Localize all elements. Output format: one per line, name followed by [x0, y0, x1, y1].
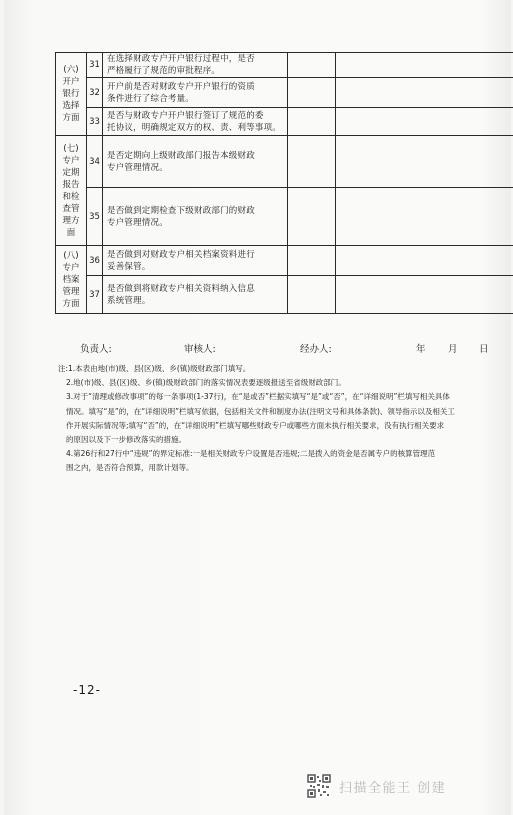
category-line: 专户 — [62, 262, 80, 273]
category-line: 银行 — [62, 89, 80, 99]
category-cell — [56, 246, 87, 314]
item-line: 开户前是否对财政专户开户银行的资质 — [107, 81, 255, 92]
row-number-cell: 36 — [87, 246, 103, 276]
row-number-cell: 32 — [87, 78, 103, 108]
category-line: 开户 — [62, 77, 80, 87]
row-number-cell: 34 — [87, 136, 103, 188]
note-line: 情况。填写“是”的，在“详细说明”栏填写依据，包括相关文件和制度办法(注明文号和具体条款)、领导指示以及相关工 — [66, 406, 455, 416]
month-label: 月 — [448, 344, 458, 355]
row-number-cell: 31 — [87, 53, 103, 78]
item-line: 专户管理情况。 — [107, 217, 168, 228]
item-line: 专户管理情况。 — [107, 162, 168, 173]
item-line: 条件进行了综合考量。 — [107, 93, 195, 104]
item-line: 系统管理。 — [107, 295, 151, 306]
category-line: 报告 — [62, 179, 80, 190]
row-number-cell: 33 — [87, 108, 103, 136]
item-cell — [103, 188, 288, 246]
year-label: 年 — [416, 344, 426, 355]
yes-no-cell[interactable] — [288, 276, 336, 314]
table-row — [56, 53, 513, 78]
category-line: (七) — [63, 143, 79, 154]
item-line: 在选择财政专户开户银行过程中，是否 — [107, 54, 255, 64]
page-number: -12- — [73, 683, 101, 697]
table-row — [56, 188, 513, 246]
signature-row — [80, 341, 500, 357]
yes-no-cell[interactable] — [288, 246, 336, 276]
yes-no-cell[interactable] — [288, 53, 336, 78]
notes-section — [58, 362, 506, 476]
item-cell — [103, 108, 288, 136]
note-line: 围之内，是否符合预算，用款计划等。 — [66, 463, 194, 473]
note-line: 2.地(市)级、县(区)级、乡(镇)级财政部门的落实情况表要逐级报送至省级财政部门。 — [66, 378, 346, 388]
watermark-text: 扫描全能王 创建 — [339, 780, 447, 796]
table-row — [56, 246, 513, 276]
detail-cell[interactable] — [336, 188, 513, 246]
detail-cell[interactable] — [336, 53, 513, 78]
category-line: 方面 — [62, 113, 80, 123]
item-line: 是否定期向上级财政部门报告本级财政 — [107, 150, 255, 161]
table-row — [56, 136, 513, 188]
note-line: 3.对于“清理或修改事项”的每一条事项(1-37行)，在“是或否”栏据实填写“是”或“否”，在“详细说明”栏填写相关具体 — [66, 392, 450, 402]
detail-cell[interactable] — [336, 276, 513, 314]
responsible-label: 负责人: — [80, 344, 112, 355]
note-line: 注:1.本表由地(市)级、县(区)级、乡(镇)级财政部门填写。 — [58, 364, 251, 373]
item-line: 是否做到将财政专户相关资料纳入信息 — [107, 283, 255, 294]
item-cell — [103, 136, 288, 188]
category-cell — [56, 53, 87, 136]
checklist-table — [55, 52, 513, 314]
category-line: (六) — [63, 65, 79, 75]
item-line: 是否做到定期检查下级财政部门的财政 — [107, 205, 255, 216]
item-line: 托协议，明确规定双方的权、责、利等事项。 — [107, 122, 282, 133]
yes-no-cell[interactable] — [288, 108, 336, 136]
category-line: 专户 — [62, 155, 80, 166]
category-line: 管理 — [62, 286, 80, 297]
table-row — [56, 108, 513, 136]
note-line: 4.第26行和27行中“违规”的界定标准:一是相关财政专户设置是否违规;二是拨入的资金是否属专户的核算管理范 — [66, 449, 436, 459]
category-line: 理方 — [62, 215, 80, 226]
item-line: 严格履行了规范的审批程序。 — [107, 66, 221, 76]
category-line: 和检 — [62, 191, 80, 202]
detail-cell[interactable] — [336, 136, 513, 188]
handler-label: 经办人: — [300, 344, 332, 355]
note-line: 的原因以及下一步修改落实的措施。 — [66, 435, 186, 445]
detail-cell[interactable] — [336, 108, 513, 136]
category-line: 档案 — [62, 274, 80, 285]
qr-code-icon — [307, 774, 331, 798]
row-number-cell: 35 — [87, 188, 103, 246]
item-line: 是否做到对财政专户相关档案资料进行 — [107, 249, 255, 260]
row-number-cell: 37 — [87, 276, 103, 314]
day-label: 日 — [479, 344, 489, 355]
item-cell — [103, 78, 288, 108]
detail-cell[interactable] — [336, 78, 513, 108]
item-cell — [103, 53, 288, 78]
yes-no-cell[interactable] — [288, 188, 336, 246]
category-line: (八) — [63, 250, 79, 261]
detail-cell[interactable] — [336, 246, 513, 276]
category-line: 方面 — [62, 298, 80, 309]
category-line: 面 — [66, 227, 76, 238]
yes-no-cell[interactable] — [288, 78, 336, 108]
note-line: 作开展实际情况等;填写“否”的，在“详细说明”栏填写哪些财政专户或哪些方面未执行相关要求，没有执行相关要求 — [66, 420, 445, 430]
reviewer-label: 审核人: — [184, 344, 216, 355]
item-line: 妥善保管。 — [107, 261, 151, 272]
category-line: 定期 — [62, 167, 80, 178]
category-line: 选择 — [62, 101, 80, 111]
item-cell — [103, 246, 288, 276]
category-cell — [56, 136, 87, 246]
table-row — [56, 276, 513, 314]
item-line: 是否与财政专户开户银行签订了规范的委 — [107, 110, 264, 121]
yes-no-cell[interactable] — [288, 136, 336, 188]
item-cell — [103, 276, 288, 314]
table-row — [56, 78, 513, 108]
scanner-watermark — [307, 774, 446, 798]
category-line: 查管 — [62, 203, 80, 214]
